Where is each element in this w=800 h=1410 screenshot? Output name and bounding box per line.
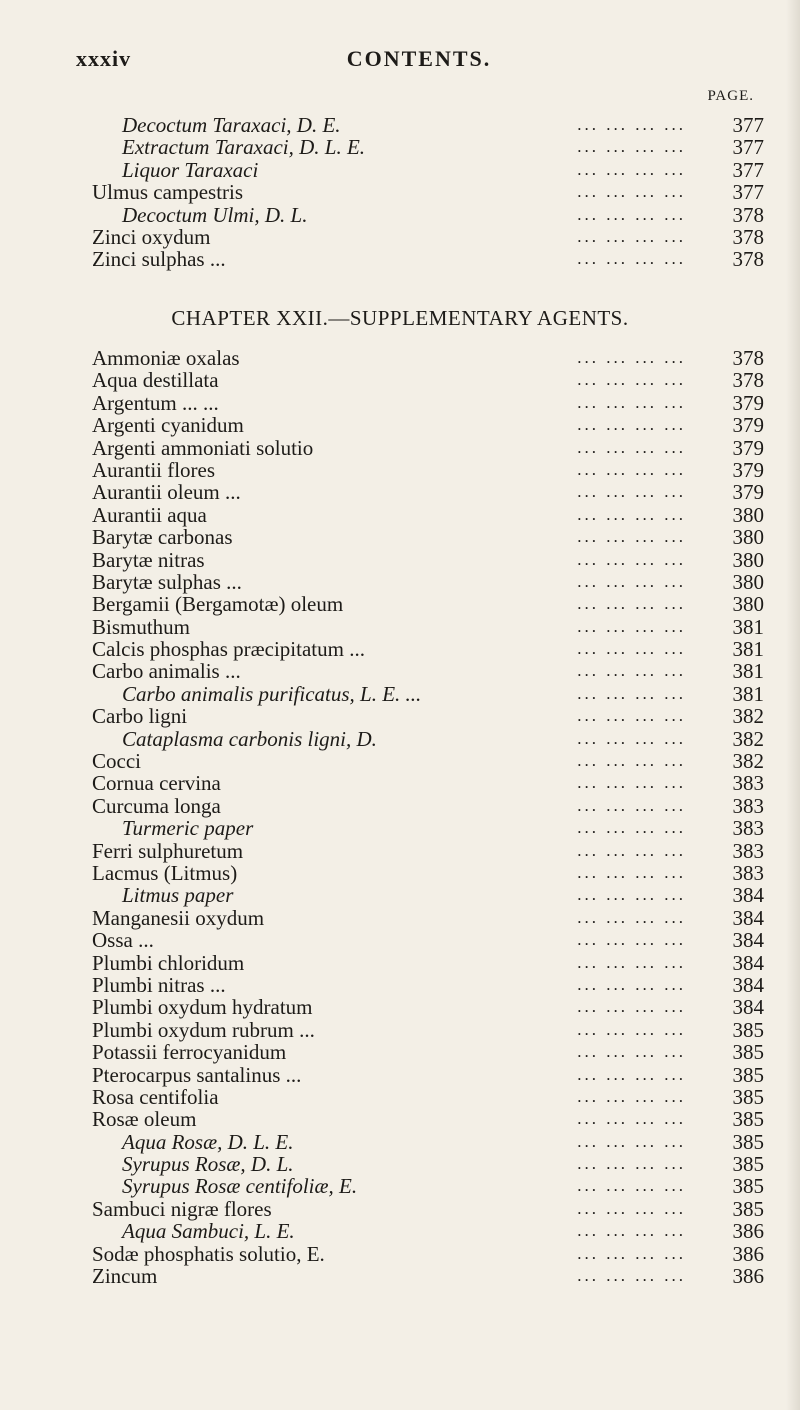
entry-page-number: 386 bbox=[732, 1241, 764, 1266]
dot-leader: ... ... ... ... bbox=[577, 885, 686, 905]
contents-entry bbox=[92, 996, 764, 1018]
dot-leader: ... ... ... ... bbox=[577, 1266, 686, 1286]
dot-leader: ... ... ... ... bbox=[577, 1221, 686, 1241]
running-head bbox=[76, 46, 762, 78]
entry-title: Syrupus Rosæ centifoliæ, E. bbox=[122, 1174, 358, 1199]
contents-entry bbox=[92, 974, 764, 996]
entry-page-number: 381 bbox=[732, 637, 764, 662]
entry-page-number: 382 bbox=[732, 704, 764, 729]
entry-page-number: 385 bbox=[732, 1062, 764, 1087]
entry-title: Barytæ carbonas bbox=[92, 525, 233, 550]
contents-entry bbox=[92, 929, 764, 951]
dot-leader: ... ... ... ... bbox=[577, 1131, 686, 1151]
contents-entry bbox=[92, 817, 764, 839]
entry-page-number: 381 bbox=[732, 659, 764, 684]
contents-entry bbox=[92, 136, 764, 158]
entry-title: Argenti cyanidum bbox=[92, 413, 244, 438]
dot-leader: ... ... ... ... bbox=[577, 204, 686, 224]
entry-title: Plumbi oxydum rubrum ... bbox=[92, 1017, 315, 1042]
dot-leader: ... ... ... ... bbox=[577, 549, 686, 569]
dot-leader: ... ... ... ... bbox=[577, 594, 686, 614]
entry-title: Barytæ sulphas ... bbox=[92, 569, 242, 594]
entry-title: Decoctum Ulmi, D. L. bbox=[122, 202, 308, 227]
dot-leader: ... ... ... ... bbox=[577, 840, 686, 860]
entry-title: Sodæ phosphatis solutio, E. bbox=[92, 1241, 325, 1266]
page-edge-shadow bbox=[786, 0, 800, 1410]
entry-title: Zincum bbox=[92, 1264, 158, 1289]
contents-entry bbox=[92, 795, 764, 817]
contents-entry bbox=[92, 705, 764, 727]
entry-page-number: 379 bbox=[732, 457, 764, 482]
entry-page-number: 378 bbox=[732, 346, 764, 370]
dot-leader: ... ... ... ... bbox=[577, 459, 686, 479]
contents-entry bbox=[92, 369, 764, 391]
entry-title: Ulmus campestris bbox=[92, 180, 244, 205]
entry-title: Curcuma longa bbox=[92, 793, 221, 818]
dot-leader: ... ... ... ... bbox=[577, 974, 686, 994]
contents-list-top bbox=[92, 114, 764, 271]
entry-title: Cornua cervina bbox=[92, 771, 221, 796]
entry-title: Sambuci nigræ flores bbox=[92, 1196, 272, 1221]
entry-page-number: 377 bbox=[732, 113, 764, 137]
entry-title: Argenti ammoniati solutio bbox=[92, 435, 314, 460]
entry-page-number: 386 bbox=[732, 1264, 764, 1289]
contents-list-supplementary bbox=[92, 347, 764, 1287]
entry-page-number: 378 bbox=[732, 224, 764, 249]
entry-title: Potassii ferrocyanidum bbox=[92, 1040, 287, 1065]
contents-entry bbox=[92, 593, 764, 615]
entry-title: Calcis phosphas præcipitatum ... bbox=[92, 637, 365, 662]
contents-entry bbox=[92, 1086, 764, 1108]
entry-page-number: 385 bbox=[732, 1129, 764, 1154]
entry-title: Argentum ... ... bbox=[92, 390, 219, 415]
entry-page-number: 383 bbox=[732, 860, 764, 885]
contents-entry bbox=[92, 907, 764, 929]
dot-leader: ... ... ... ... bbox=[577, 415, 686, 435]
contents-entry bbox=[92, 1265, 764, 1287]
entry-title: Ossa ... bbox=[92, 928, 154, 953]
dot-leader: ... ... ... ... bbox=[577, 482, 686, 502]
entry-page-number: 383 bbox=[732, 838, 764, 863]
dot-leader: ... ... ... ... bbox=[577, 751, 686, 771]
contents-entry bbox=[92, 1041, 764, 1063]
contents-entry bbox=[92, 638, 764, 660]
entry-page-number: 386 bbox=[732, 1219, 764, 1244]
dot-leader: ... ... ... ... bbox=[577, 1198, 686, 1218]
entry-page-number: 385 bbox=[732, 1017, 764, 1042]
dot-leader: ... ... ... ... bbox=[577, 683, 686, 703]
entry-title: Carbo animalis purificatus, L. E. ... bbox=[122, 681, 422, 706]
entry-page-number: 379 bbox=[732, 413, 764, 438]
dot-leader: ... ... ... ... bbox=[577, 818, 686, 838]
dot-leader: ... ... ... ... bbox=[577, 997, 686, 1017]
contents-entry bbox=[92, 1131, 764, 1153]
dot-leader: ... ... ... ... bbox=[577, 616, 686, 636]
entry-title: Aurantii flores bbox=[92, 457, 216, 482]
entry-title: Litmus paper bbox=[122, 883, 234, 908]
entry-title: Aqua destillata bbox=[92, 368, 219, 393]
entry-page-number: 380 bbox=[732, 547, 764, 572]
dot-leader: ... ... ... ... bbox=[577, 527, 686, 547]
entry-page-number: 377 bbox=[732, 180, 764, 205]
contents-entry bbox=[92, 414, 764, 436]
contents-entry bbox=[92, 1019, 764, 1041]
dot-leader: ... ... ... ... bbox=[577, 1086, 686, 1106]
chapter-heading: CHAPTER XXII.—SUPPLEMENTARY AGENTS. bbox=[171, 306, 629, 330]
entry-page-number: 377 bbox=[732, 157, 764, 182]
dot-leader: ... ... ... ... bbox=[577, 862, 686, 882]
dot-leader: ... ... ... ... bbox=[577, 571, 686, 591]
dot-leader: ... ... ... ... bbox=[577, 1019, 686, 1039]
entry-title: Liquor Taraxaci bbox=[122, 157, 259, 182]
entry-page-number: 379 bbox=[732, 480, 764, 505]
entry-page-number: 384 bbox=[732, 883, 764, 908]
entry-title: Rosa centifolia bbox=[92, 1084, 219, 1109]
entry-page-number: 385 bbox=[732, 1084, 764, 1109]
entry-title: Decoctum Taraxaci, D. E. bbox=[122, 113, 341, 137]
contents-entry bbox=[92, 952, 764, 974]
contents-entry bbox=[92, 248, 764, 270]
entry-title: Ammoniæ oxalas bbox=[92, 346, 240, 370]
entry-page-number: 384 bbox=[732, 928, 764, 953]
contents-entry bbox=[92, 1153, 764, 1175]
entry-page-number: 384 bbox=[732, 950, 764, 975]
contents-entry bbox=[92, 347, 764, 369]
entry-page-number: 379 bbox=[732, 390, 764, 415]
contents-entry bbox=[92, 549, 764, 571]
dot-leader: ... ... ... ... bbox=[577, 437, 686, 457]
entry-title: Zinci sulphas ... bbox=[92, 247, 226, 272]
entry-page-number: 383 bbox=[732, 816, 764, 841]
entry-title: Ferri sulphuretum bbox=[92, 838, 244, 863]
entry-page-number: 381 bbox=[732, 681, 764, 706]
contents-entry bbox=[92, 840, 764, 862]
contents-entry bbox=[92, 526, 764, 548]
entry-page-number: 384 bbox=[732, 905, 764, 930]
entry-title: Plumbi nitras ... bbox=[92, 972, 226, 997]
contents-entry bbox=[92, 504, 764, 526]
entry-page-number: 379 bbox=[732, 435, 764, 460]
entry-title: Extractum Taraxaci, D. L. E. bbox=[122, 135, 366, 160]
dot-leader: ... ... ... ... bbox=[577, 1109, 686, 1129]
dot-leader: ... ... ... ... bbox=[577, 728, 686, 748]
dot-leader: ... ... ... ... bbox=[577, 1154, 686, 1174]
dot-leader: ... ... ... ... bbox=[577, 137, 686, 157]
contents-entry bbox=[92, 1108, 764, 1130]
dot-leader: ... ... ... ... bbox=[577, 706, 686, 726]
entry-title: Turmeric paper bbox=[122, 816, 254, 841]
contents-entry bbox=[92, 1243, 764, 1265]
entry-page-number: 382 bbox=[732, 726, 764, 751]
entry-title: Aqua Sambuci, L. E. bbox=[122, 1219, 295, 1244]
entry-title: Syrupus Rosæ, D. L. bbox=[122, 1152, 294, 1177]
entry-page-number: 380 bbox=[732, 525, 764, 550]
entry-title: Rosæ oleum bbox=[92, 1107, 197, 1132]
entry-title: Manganesii oxydum bbox=[92, 905, 265, 930]
dot-leader: ... ... ... ... bbox=[577, 795, 686, 815]
contents-entry bbox=[92, 1175, 764, 1197]
contents-entry bbox=[92, 616, 764, 638]
contents-entry bbox=[92, 481, 764, 503]
contents-entry bbox=[92, 181, 764, 203]
dot-leader: ... ... ... ... bbox=[577, 952, 686, 972]
entry-title: Aurantii oleum ... bbox=[92, 480, 241, 505]
entry-page-number: 377 bbox=[732, 135, 764, 160]
dot-leader: ... ... ... ... bbox=[577, 115, 686, 134]
dot-leader: ... ... ... ... bbox=[577, 1042, 686, 1062]
contents-entry bbox=[92, 1198, 764, 1220]
dot-leader: ... ... ... ... bbox=[577, 159, 686, 179]
entry-title: Bergamii (Bergamotæ) oleum bbox=[92, 592, 344, 617]
entry-title: Cocci bbox=[92, 749, 141, 774]
entry-page-number: 384 bbox=[732, 972, 764, 997]
entry-title: Zinci oxydum bbox=[92, 224, 211, 249]
contents-entry bbox=[92, 1064, 764, 1086]
dot-leader: ... ... ... ... bbox=[577, 639, 686, 659]
entry-page-number: 380 bbox=[732, 502, 764, 527]
entry-title: Pterocarpus santalinus ... bbox=[92, 1062, 302, 1087]
entry-page-number: 378 bbox=[732, 247, 764, 272]
dot-leader: ... ... ... ... bbox=[577, 661, 686, 681]
dot-leader: ... ... ... ... bbox=[577, 504, 686, 524]
contents-entry bbox=[92, 437, 764, 459]
entry-title: Plumbi chloridum bbox=[92, 950, 245, 975]
entry-page-number: 380 bbox=[732, 569, 764, 594]
contents-entry bbox=[92, 660, 764, 682]
dot-leader: ... ... ... ... bbox=[577, 1176, 686, 1196]
entry-title: Cataplasma carbonis ligni, D. bbox=[122, 726, 377, 751]
dot-leader: ... ... ... ... bbox=[577, 182, 686, 202]
contents-entry bbox=[92, 459, 764, 481]
contents-entry bbox=[92, 683, 764, 705]
entry-title: Carbo animalis ... bbox=[92, 659, 241, 684]
contents-entry bbox=[92, 392, 764, 414]
entry-page-number: 384 bbox=[732, 995, 764, 1020]
contents-entry bbox=[92, 862, 764, 884]
entry-page-number: 385 bbox=[732, 1107, 764, 1132]
entry-title: Barytæ nitras bbox=[92, 547, 205, 572]
entry-page-number: 380 bbox=[732, 592, 764, 617]
contents-entry bbox=[92, 750, 764, 772]
entry-title: Aurantii aqua bbox=[92, 502, 207, 527]
contents-entry bbox=[92, 114, 764, 136]
entry-title: Aqua Rosæ, D. L. E. bbox=[122, 1129, 294, 1154]
entry-title: Carbo ligni bbox=[92, 704, 188, 729]
roman-page-number: xxxiv bbox=[76, 46, 132, 71]
contents-entry bbox=[92, 1220, 764, 1242]
page-title: CONTENTS. bbox=[346, 46, 492, 71]
entry-page-number: 378 bbox=[732, 368, 764, 393]
contents-entry bbox=[92, 571, 764, 593]
entry-page-number: 381 bbox=[732, 614, 764, 639]
dot-leader: ... ... ... ... bbox=[577, 249, 686, 269]
dot-leader: ... ... ... ... bbox=[577, 1243, 686, 1263]
dot-leader: ... ... ... ... bbox=[577, 1064, 686, 1084]
entry-page-number: 378 bbox=[732, 202, 764, 227]
contents-entry bbox=[92, 728, 764, 750]
entry-page-number: 385 bbox=[732, 1196, 764, 1221]
contents-entry bbox=[92, 159, 764, 181]
contents-entry bbox=[92, 204, 764, 226]
dot-leader: ... ... ... ... bbox=[577, 392, 686, 412]
contents-entry bbox=[92, 884, 764, 906]
entry-page-number: 383 bbox=[732, 771, 764, 796]
dot-leader: ... ... ... ... bbox=[577, 907, 686, 927]
entry-page-number: 385 bbox=[732, 1040, 764, 1065]
entry-title: Bismuthum bbox=[92, 614, 191, 639]
entry-page-number: 382 bbox=[732, 749, 764, 774]
entry-page-number: 385 bbox=[732, 1174, 764, 1199]
entry-title: Lacmus (Litmus) bbox=[92, 860, 238, 885]
dot-leader: ... ... ... ... bbox=[577, 773, 686, 793]
entry-page-number: 385 bbox=[732, 1152, 764, 1177]
dot-leader: ... ... ... ... bbox=[577, 226, 686, 246]
contents-entry bbox=[92, 226, 764, 248]
entry-title: Plumbi oxydum hydratum bbox=[92, 995, 313, 1020]
page-column-label: PAGE. bbox=[707, 88, 754, 104]
entry-page-number: 383 bbox=[732, 793, 764, 818]
dot-leader: ... ... ... ... bbox=[577, 930, 686, 950]
dot-leader: ... ... ... ... bbox=[577, 370, 686, 390]
contents-entry bbox=[92, 772, 764, 794]
dot-leader: ... ... ... ... bbox=[577, 348, 686, 367]
